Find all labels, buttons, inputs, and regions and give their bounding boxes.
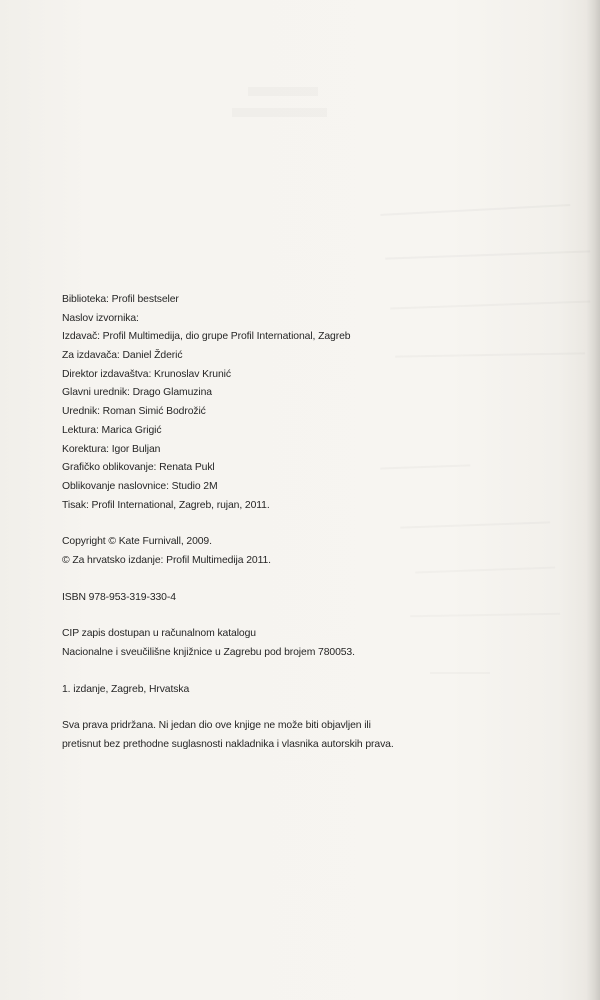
imprint-line-publishing-director: Direktor izdavaštva: Krunoslav Krunić xyxy=(62,368,231,380)
copyright-line-croatian: © Za hrvatsko izdanje: Profil Multimedija 2011. xyxy=(62,554,271,566)
copyright-notice xyxy=(62,533,562,570)
imprint-line-library: Biblioteka: Profil bestseler xyxy=(62,294,179,305)
spacer xyxy=(62,571,562,589)
spacer xyxy=(62,515,562,533)
cip-line-2: Nacionalne i sveučilišne knjižnice u Zagrebu pod brojem 780053. xyxy=(62,647,355,658)
imprint-line-graphic-design: Grafičko oblikovanje: Renata Pukl xyxy=(62,462,215,474)
imprint-line-cover-design: Oblikovanje naslovnice: Studio 2M xyxy=(62,480,218,492)
imprint-line-proofreading: Korektura: Igor Buljan xyxy=(62,443,161,455)
show-through-print-2 xyxy=(232,108,327,117)
imprint-credits xyxy=(62,291,562,515)
imprint-line-editor-in-chief: Glavni urednik: Drago Glamuzina xyxy=(62,387,212,399)
spacer xyxy=(62,607,562,625)
spacer xyxy=(62,699,562,717)
show-through-handwriting-1 xyxy=(380,190,571,216)
imprint-line-original-title: Naslov izvornika: xyxy=(62,312,139,324)
show-through-print-1 xyxy=(248,87,318,96)
cip-line-1: CIP zapis dostupan u računalnom katalogu xyxy=(62,628,256,640)
imprint-line-language-editing: Lektura: Marica Grigić xyxy=(62,424,162,436)
spacer xyxy=(62,663,562,681)
copyright-line-original: Copyright © Kate Furnivall, 2009. xyxy=(62,536,212,548)
show-through-handwriting-2 xyxy=(385,236,590,259)
imprint-line-print: Tisak: Profil International, Zagreb, rujan, 2011. xyxy=(62,499,270,511)
imprint-line-editor: Urednik: Roman Simić Bodrožić xyxy=(62,406,206,418)
isbn: ISBN 978-953-319-330-4 xyxy=(62,591,176,603)
cip-record xyxy=(62,625,562,662)
imprint-block xyxy=(62,291,562,755)
imprint-line-for-publisher: Za izdavača: Daniel Žderić xyxy=(62,350,183,362)
rights-notice xyxy=(62,717,562,754)
rights-line-1: Sva prava pridržana. Ni jedan dio ove knjige ne može biti objavljen ili xyxy=(62,720,371,732)
rights-line-2: pretisnut bez prethodne suglasnosti nakladnika i vlasnika autorskih prava. xyxy=(62,739,394,751)
page-edge-shadow xyxy=(586,0,600,1000)
edition-info: 1. izdanje, Zagreb, Hrvatska xyxy=(62,683,190,695)
imprint-line-publisher: Izdavač: Profil Multimedija, dio grupe Profil International, Zagreb xyxy=(62,331,351,343)
